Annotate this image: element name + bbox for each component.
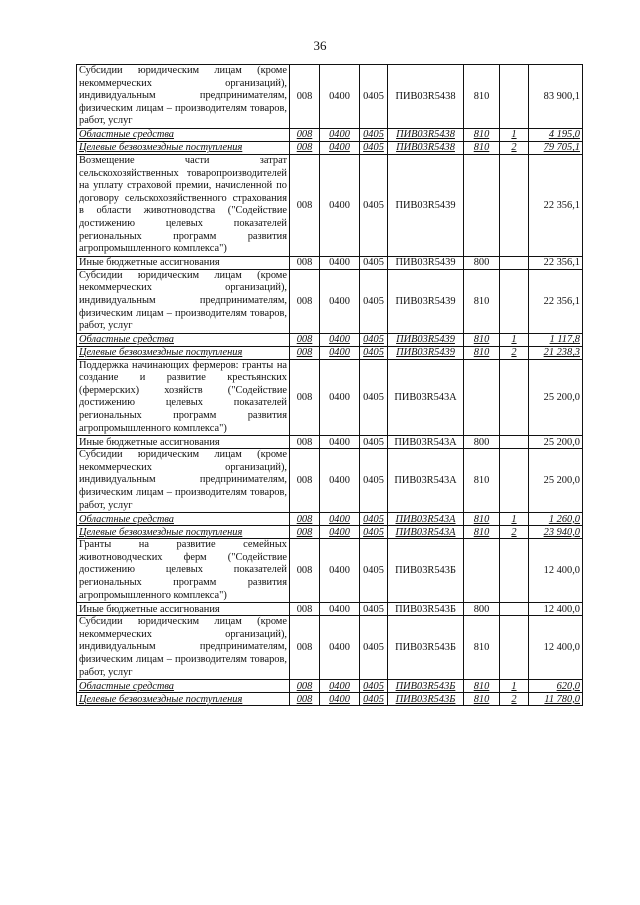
cell-admin-code: 008: [290, 154, 320, 256]
cell-row-name: Областные средства: [77, 333, 290, 346]
cell-amount: 22 356,1: [529, 256, 583, 269]
cell-amount: 12 400,0: [529, 616, 583, 680]
cell-target-article: ПИВ03R5438: [388, 65, 464, 129]
cell-row-name: Областные средства: [77, 128, 290, 141]
cell-target-article: ПИВ03R543А: [388, 359, 464, 436]
cell-amount: 11 780,0: [529, 693, 583, 706]
cell-funding-source: 1: [500, 680, 529, 693]
cell-target-article: ПИВ03R5439: [388, 346, 464, 359]
table-row: [77, 141, 583, 154]
cell-subsection-code: 0405: [360, 128, 388, 141]
cell-subsection-code: 0405: [360, 603, 388, 616]
cell-admin-code: 008: [290, 141, 320, 154]
cell-target-article: ПИВ03R5438: [388, 128, 464, 141]
table-row: [77, 436, 583, 449]
cell-row-name: Поддержка начинающих фермеров: гранты на создание и развитие крестьянских (фермерских) хозяйств ("Содействие достижению целевых показателей региональных программ развития агропромышленного комплекса"): [77, 359, 290, 436]
cell-subsection-code: 0405: [360, 539, 388, 603]
cell-row-name: Целевые безвозмездные поступления: [77, 693, 290, 706]
cell-row-name: Субсидии юридическим лицам (кроме некоммерческих организаций), индивидуальным предпринимателям, физическим лицам – производителям товаров, работ, услуг: [77, 65, 290, 129]
cell-funding-source: 2: [500, 693, 529, 706]
cell-row-name: Областные средства: [77, 513, 290, 526]
cell-section-code: 0400: [320, 616, 360, 680]
cell-expense-type: 810: [464, 333, 500, 346]
cell-admin-code: 008: [290, 539, 320, 603]
cell-expense-type: [464, 359, 500, 436]
cell-target-article: ПИВ03R543А: [388, 449, 464, 513]
cell-subsection-code: 0405: [360, 333, 388, 346]
cell-funding-source: [500, 65, 529, 129]
cell-funding-source: [500, 154, 529, 256]
cell-admin-code: 008: [290, 333, 320, 346]
cell-funding-source: [500, 616, 529, 680]
cell-subsection-code: 0405: [360, 346, 388, 359]
cell-admin-code: 008: [290, 616, 320, 680]
table-row: [77, 539, 583, 603]
cell-target-article: ПИВ03R543Б: [388, 539, 464, 603]
cell-amount: 25 200,0: [529, 449, 583, 513]
cell-section-code: 0400: [320, 269, 360, 333]
cell-row-name: Возмещение части затрат сельскохозяйственных товаропроизводителей на уплату страховой премии, начисленной по договору сельскохозяйственного страхования в области животноводства ("Содействие достижению целевых показателей региональных программ развития агропромышленного комплекса"): [77, 154, 290, 256]
cell-funding-source: 2: [500, 346, 529, 359]
cell-expense-type: 810: [464, 346, 500, 359]
cell-subsection-code: 0405: [360, 616, 388, 680]
cell-section-code: 0400: [320, 128, 360, 141]
cell-section-code: 0400: [320, 449, 360, 513]
cell-row-name: Иные бюджетные ассигнования: [77, 603, 290, 616]
cell-funding-source: 1: [500, 128, 529, 141]
cell-section-code: 0400: [320, 513, 360, 526]
cell-target-article: ПИВ03R543А: [388, 513, 464, 526]
table-row: [77, 128, 583, 141]
cell-target-article: ПИВ03R5439: [388, 154, 464, 256]
cell-amount: 25 200,0: [529, 436, 583, 449]
cell-row-name: Целевые безвозмездные поступления: [77, 141, 290, 154]
cell-funding-source: 1: [500, 333, 529, 346]
cell-admin-code: 008: [290, 346, 320, 359]
cell-target-article: ПИВ03R543Б: [388, 616, 464, 680]
cell-expense-type: [464, 539, 500, 603]
budget-table-body: [77, 65, 583, 706]
cell-expense-type: 810: [464, 680, 500, 693]
cell-section-code: 0400: [320, 141, 360, 154]
cell-admin-code: 008: [290, 128, 320, 141]
cell-funding-source: [500, 269, 529, 333]
cell-row-name: Субсидии юридическим лицам (кроме некоммерческих организаций), индивидуальным предпринимателям, физическим лицам – производителям товаров, работ, услуг: [77, 269, 290, 333]
cell-target-article: ПИВ03R543Б: [388, 680, 464, 693]
cell-row-name: Субсидии юридическим лицам (кроме некоммерческих организаций), индивидуальным предпринимателям, физическим лицам – производителям товаров, работ, услуг: [77, 449, 290, 513]
cell-funding-source: 2: [500, 526, 529, 539]
cell-expense-type: 810: [464, 513, 500, 526]
cell-subsection-code: 0405: [360, 449, 388, 513]
cell-subsection-code: 0405: [360, 436, 388, 449]
cell-amount: 12 400,0: [529, 539, 583, 603]
cell-funding-source: [500, 539, 529, 603]
cell-admin-code: 008: [290, 359, 320, 436]
table-row: [77, 269, 583, 333]
cell-admin-code: 008: [290, 256, 320, 269]
cell-section-code: 0400: [320, 333, 360, 346]
cell-admin-code: 008: [290, 603, 320, 616]
cell-row-name: Иные бюджетные ассигнования: [77, 256, 290, 269]
cell-expense-type: 810: [464, 616, 500, 680]
cell-expense-type: 810: [464, 269, 500, 333]
cell-subsection-code: 0405: [360, 526, 388, 539]
cell-funding-source: [500, 449, 529, 513]
cell-expense-type: [464, 154, 500, 256]
table-row: [77, 346, 583, 359]
table-row: [77, 256, 583, 269]
cell-expense-type: 800: [464, 256, 500, 269]
cell-section-code: 0400: [320, 154, 360, 256]
cell-amount: 23 940,0: [529, 526, 583, 539]
cell-amount: 1 117,8: [529, 333, 583, 346]
cell-expense-type: 810: [464, 65, 500, 129]
table-row: [77, 513, 583, 526]
cell-subsection-code: 0405: [360, 256, 388, 269]
cell-expense-type: 810: [464, 128, 500, 141]
cell-target-article: ПИВ03R5439: [388, 269, 464, 333]
cell-section-code: 0400: [320, 680, 360, 693]
cell-expense-type: 810: [464, 141, 500, 154]
cell-target-article: ПИВ03R543Б: [388, 693, 464, 706]
cell-admin-code: 008: [290, 513, 320, 526]
cell-amount: 21 238,3: [529, 346, 583, 359]
table-row: [77, 693, 583, 706]
cell-row-name: Областные средства: [77, 680, 290, 693]
table-row: [77, 449, 583, 513]
table-row: [77, 65, 583, 129]
cell-admin-code: 008: [290, 436, 320, 449]
cell-admin-code: 008: [290, 680, 320, 693]
cell-section-code: 0400: [320, 693, 360, 706]
cell-subsection-code: 0405: [360, 269, 388, 333]
cell-amount: 620,0: [529, 680, 583, 693]
table-row: [77, 603, 583, 616]
cell-expense-type: 810: [464, 526, 500, 539]
cell-row-name: Целевые безвозмездные поступления: [77, 346, 290, 359]
cell-row-name: Субсидии юридическим лицам (кроме некоммерческих организаций), индивидуальным предпринимателям, физическим лицам – производителям товаров, работ, услуг: [77, 616, 290, 680]
cell-section-code: 0400: [320, 65, 360, 129]
table-row: [77, 154, 583, 256]
cell-admin-code: 008: [290, 269, 320, 333]
cell-amount: 1 260,0: [529, 513, 583, 526]
cell-funding-source: [500, 256, 529, 269]
cell-target-article: ПИВ03R5438: [388, 141, 464, 154]
cell-section-code: 0400: [320, 256, 360, 269]
cell-expense-type: 800: [464, 603, 500, 616]
cell-target-article: ПИВ03R543А: [388, 526, 464, 539]
cell-subsection-code: 0405: [360, 65, 388, 129]
cell-admin-code: 008: [290, 449, 320, 513]
cell-amount: 12 400,0: [529, 603, 583, 616]
cell-subsection-code: 0405: [360, 141, 388, 154]
cell-target-article: ПИВ03R543Б: [388, 603, 464, 616]
cell-funding-source: 1: [500, 513, 529, 526]
cell-section-code: 0400: [320, 436, 360, 449]
cell-target-article: ПИВ03R5439: [388, 256, 464, 269]
cell-amount: 25 200,0: [529, 359, 583, 436]
cell-row-name: Гранты на развитие семейных животноводческих ферм ("Содействие достижению целевых показателей региональных программ развития агропромышленного комплекса"): [77, 539, 290, 603]
table-row: [77, 333, 583, 346]
cell-subsection-code: 0405: [360, 513, 388, 526]
cell-subsection-code: 0405: [360, 154, 388, 256]
cell-subsection-code: 0405: [360, 680, 388, 693]
cell-section-code: 0400: [320, 539, 360, 603]
cell-admin-code: 008: [290, 526, 320, 539]
cell-amount: 22 356,1: [529, 269, 583, 333]
cell-amount: 83 900,1: [529, 65, 583, 129]
table-row: [77, 526, 583, 539]
cell-target-article: ПИВ03R543А: [388, 436, 464, 449]
cell-funding-source: 2: [500, 141, 529, 154]
cell-admin-code: 008: [290, 693, 320, 706]
cell-target-article: ПИВ03R5439: [388, 333, 464, 346]
cell-amount: 22 356,1: [529, 154, 583, 256]
cell-expense-type: 810: [464, 449, 500, 513]
cell-subsection-code: 0405: [360, 693, 388, 706]
cell-funding-source: [500, 436, 529, 449]
table-row: [77, 359, 583, 436]
cell-subsection-code: 0405: [360, 359, 388, 436]
table-row: [77, 616, 583, 680]
cell-expense-type: 810: [464, 693, 500, 706]
cell-amount: 4 195,0: [529, 128, 583, 141]
cell-section-code: 0400: [320, 346, 360, 359]
page-number: 36: [313, 38, 327, 53]
cell-section-code: 0400: [320, 526, 360, 539]
table-row: [77, 680, 583, 693]
cell-admin-code: 008: [290, 65, 320, 129]
cell-section-code: 0400: [320, 359, 360, 436]
cell-row-name: Иные бюджетные ассигнования: [77, 436, 290, 449]
cell-funding-source: [500, 603, 529, 616]
cell-funding-source: [500, 359, 529, 436]
cell-row-name: Целевые безвозмездные поступления: [77, 526, 290, 539]
cell-amount: 79 705,1: [529, 141, 583, 154]
cell-section-code: 0400: [320, 603, 360, 616]
budget-table: [76, 64, 583, 706]
cell-expense-type: 800: [464, 436, 500, 449]
